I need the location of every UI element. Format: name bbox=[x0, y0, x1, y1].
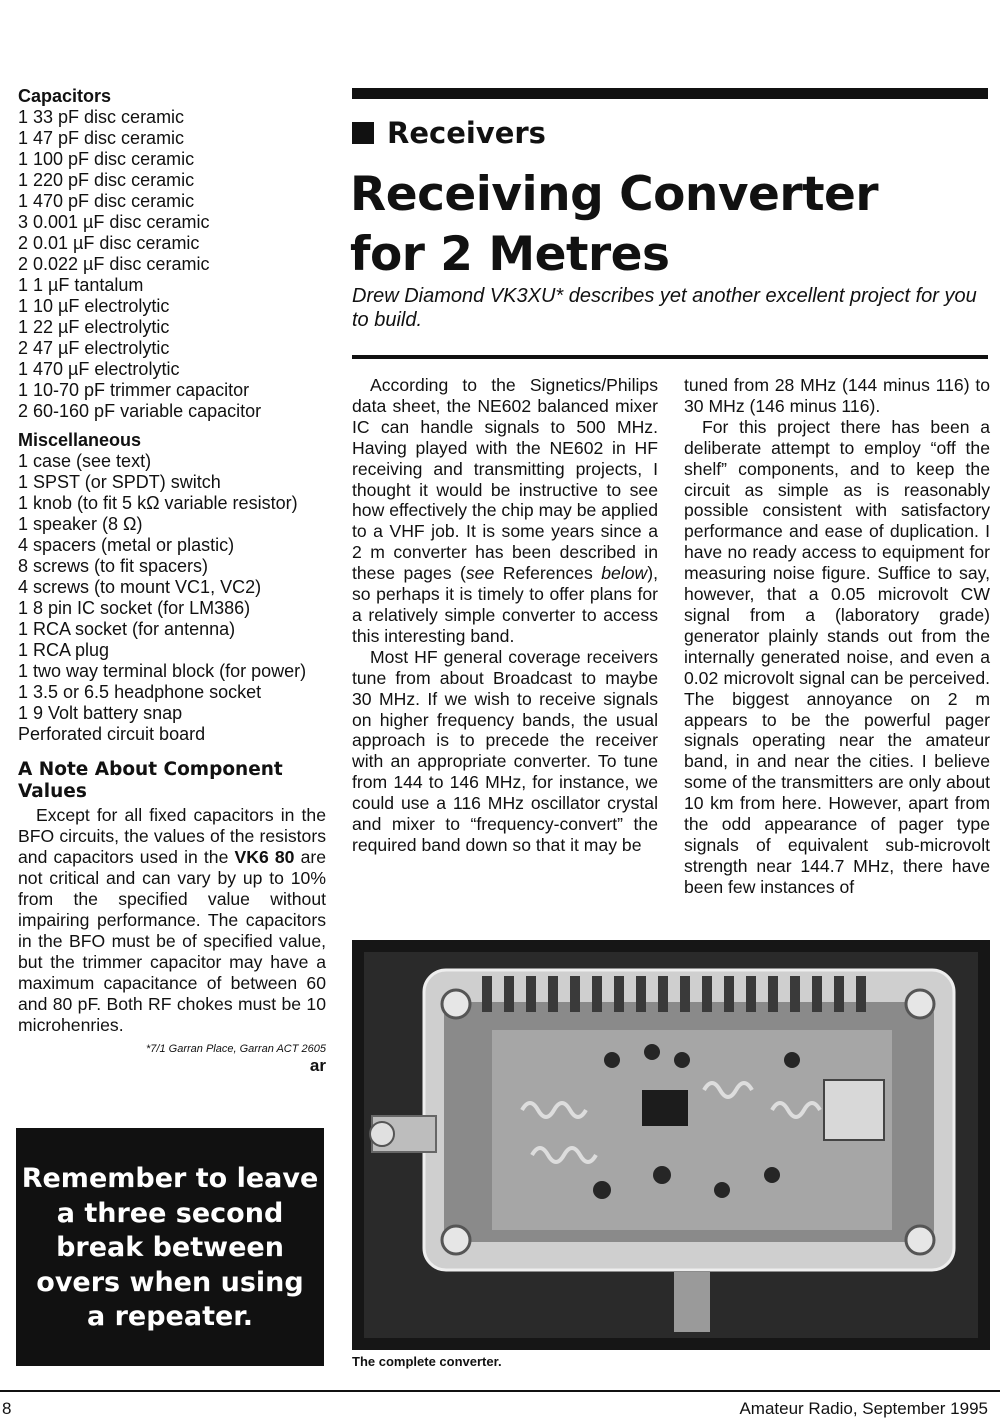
parts-list-column bbox=[18, 86, 326, 1076]
capacitors-item: 1 22 µF electrolytic bbox=[18, 317, 170, 337]
misc-item: 4 screws (to mount VC1, VC2) bbox=[18, 577, 262, 597]
capacitors-list bbox=[18, 107, 326, 422]
reminder-line: overs when using bbox=[36, 1266, 304, 1298]
headline-line-1: Receiving Converter bbox=[350, 167, 879, 222]
capacitors-heading: Capacitors bbox=[18, 86, 112, 106]
capacitors-item: 2 0.01 µF disc ceramic bbox=[18, 233, 200, 253]
repeater-reminder-box bbox=[16, 1128, 324, 1366]
note-heading: A Note About Component Values bbox=[18, 759, 283, 802]
misc-item: 1 RCA socket (for antenna) bbox=[18, 619, 236, 639]
converter-photo-drawing bbox=[352, 940, 990, 1350]
note-body bbox=[18, 805, 326, 1036]
section-title: Receivers bbox=[387, 116, 546, 150]
capacitors-item: 1 33 pF disc ceramic bbox=[18, 107, 185, 127]
miscellaneous-list bbox=[18, 451, 326, 745]
capacitors-item: 1 47 pF disc ceramic bbox=[18, 128, 185, 148]
misc-item: 4 spacers (metal or plastic) bbox=[18, 535, 235, 555]
misc-item: 1 two way terminal block (for power) bbox=[18, 661, 307, 681]
author-address: *7/1 Garran Place, Garran ACT 2605 bbox=[146, 1043, 326, 1055]
note-text-1: Except for all fixed capacitors in the BFO circuits, the values of the resistors and capacitors used in the bbox=[18, 805, 326, 867]
section-label bbox=[352, 115, 546, 151]
capacitors-item: 1 10-70 pF trimmer capacitor bbox=[18, 380, 250, 400]
photo-caption: The complete converter. bbox=[352, 1354, 502, 1369]
page-number: 8 bbox=[2, 1399, 12, 1418]
misc-item: 8 screws (to fit spacers) bbox=[18, 556, 209, 576]
paragraph-3: tuned from 28 MHz (144 minus 116) to 30 MHz (146 minus 116). bbox=[684, 375, 990, 416]
reminder-line: break between bbox=[56, 1232, 284, 1263]
headline-line-2: for 2 Metres bbox=[350, 227, 670, 282]
capacitors-item: 1 470 pF disc ceramic bbox=[18, 191, 195, 211]
header-rule bbox=[352, 355, 988, 359]
reminder-line: a three second bbox=[56, 1197, 284, 1229]
capacitors-item: 1 100 pF disc ceramic bbox=[18, 149, 195, 169]
footer-rule bbox=[0, 1390, 1000, 1392]
misc-item: 1 9 Volt battery snap bbox=[18, 703, 183, 723]
misc-item: 1 speaker (8 Ω) bbox=[18, 514, 143, 534]
misc-item: 1 case (see text) bbox=[18, 451, 152, 471]
paragraph-1: According to the Signetics/Philips data sheet, the NE602 balanced mixer IC can handle signals to 500 MHz. Having played with the NE602 in HF receiving and transmitting projects, I thought it would be instructive to see how effectively the chip may be applied to a VHF job. It is some years since a 2 m converter has been described in these pages (see References below), so perhaps it is timely to offer plans for a relatively simple converter to access this interesting band. bbox=[352, 375, 658, 646]
misc-item: 1 SPST (or SPDT) switch bbox=[18, 472, 221, 492]
end-mark: ar bbox=[309, 1056, 326, 1075]
capacitors-item: 1 10 µF electrolytic bbox=[18, 296, 170, 316]
top-rule bbox=[352, 88, 988, 99]
paragraph-4: For this project there has been a deliberate attempt to employ “off the shelf” components, and to keep the circuit as simple as is reasonably possible consistent with satisfactory performance and ease of duplication. I have no ready access to equipment for measuring noise figure. Suffice to say, however, that a 0.05 microvolt CW signal from a (laboratory grade) generator plainly stands out from the internally generated noise, and even a 0.02 microvolt signal can be perceived. The biggest annoyance on 2 m appears to be the powerful pager signals operating near the amateur band, in and near the cities. I believe some of the transmitters are only about 10 km from here. However, apart from the odd appearance of pager type signals of equivalent sub-microvolt strength near 144.7 MHz, there have been few instances of bbox=[684, 416, 990, 897]
capacitors-item: 1 220 pF disc ceramic bbox=[18, 170, 195, 190]
misc-item: Perforated circuit board bbox=[18, 724, 206, 744]
note-text-2: are not critical and can vary by up to 10% from the specified value without impairing performance. The capacitors in the BFO must be of specified value, but the trimmer capacitor may have a maximum capacitance of between 60 and 80 pF. Both RF chokes must be 10 microhenries. bbox=[18, 847, 326, 1035]
misc-item: 1 RCA plug bbox=[18, 640, 110, 660]
misc-item: 1 3.5 or 6.5 headphone socket bbox=[18, 682, 262, 702]
converter-photo bbox=[352, 940, 990, 1350]
miscellaneous-heading: Miscellaneous bbox=[18, 430, 142, 450]
note-model-name: VK6 80 bbox=[234, 847, 295, 867]
reminder-line: a repeater. bbox=[86, 1301, 254, 1332]
capacitors-item: 2 47 µF electrolytic bbox=[18, 338, 170, 358]
misc-item: 1 knob (to fit 5 kΩ variable resistor) bbox=[18, 493, 298, 513]
capacitors-item: 1 470 µF electrolytic bbox=[18, 359, 180, 379]
misc-item: 1 8 pin IC socket (for LM386) bbox=[18, 598, 251, 618]
standfirst: Drew Diamond VK3XU* describes yet another excellent project for you to build. bbox=[352, 285, 977, 331]
reminder-line: Remember to leave bbox=[21, 1163, 319, 1194]
article-column-1 bbox=[352, 375, 658, 856]
capacitors-item: 3 0.001 µF disc ceramic bbox=[18, 212, 210, 232]
square-bullet-icon bbox=[352, 122, 374, 144]
article-headline bbox=[350, 165, 990, 285]
capacitors-item: 1 1 µF tantalum bbox=[18, 275, 144, 295]
article-column-2 bbox=[684, 375, 990, 898]
capacitors-item: 2 60-160 pF variable capacitor bbox=[18, 401, 262, 421]
publication-line: Amateur Radio, September 1995 bbox=[739, 1399, 988, 1418]
capacitors-item: 2 0.022 µF disc ceramic bbox=[18, 254, 210, 274]
paragraph-2: Most HF general coverage receivers tune from about Broadcast to maybe 30 MHz. If we wish to receive signals on higher frequency bands, the usual approach is to precede the receiver with an appropriate converter. To tune from 144 to 146 MHz, for instance, we could use a 116 MHz oscillator crystal and mixer to “frequency-convert” the required band down so that it may be bbox=[352, 646, 658, 855]
